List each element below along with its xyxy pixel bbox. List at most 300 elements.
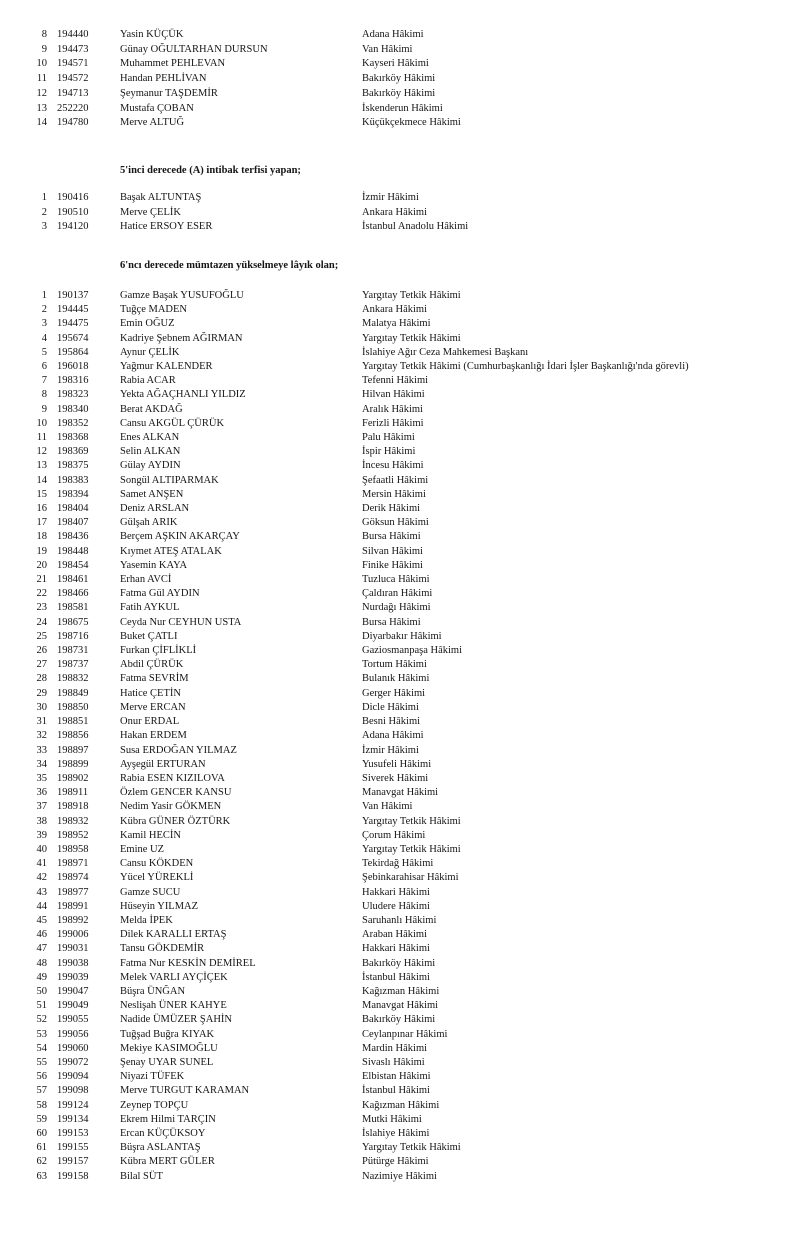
judge-title: Ankara Hâkimi <box>362 206 428 218</box>
table-row <box>0 531 798 545</box>
registry-number: 194445 <box>57 304 89 316</box>
registry-number: 198899 <box>57 758 89 770</box>
judge-name: Kübra GÜNER ÖZTÜRK <box>120 815 231 827</box>
row-number: 34 <box>36 758 47 770</box>
registry-number: 198918 <box>57 801 89 813</box>
row-number: 10 <box>36 417 47 429</box>
judge-title: Ferizli Hâkimi <box>362 417 424 429</box>
registry-number: 199094 <box>57 1071 89 1083</box>
judge-title: Tuzluca Hâkimi <box>362 574 430 586</box>
registry-number: 199060 <box>57 1042 89 1054</box>
registry-number: 196018 <box>57 361 89 373</box>
registry-number: 198436 <box>57 531 89 543</box>
registry-number: 198375 <box>57 460 89 472</box>
registry-number: 198851 <box>57 716 89 728</box>
judge-name: Merve ERCAN <box>120 701 186 713</box>
table-row <box>0 1057 798 1071</box>
table-row <box>0 290 798 304</box>
row-number: 8 <box>41 29 47 40</box>
judge-title: Kağızman Hâkimi <box>362 985 440 997</box>
table-row <box>0 972 798 986</box>
judge-title: Ankara Hâkimi <box>362 304 428 316</box>
registry-number: 199153 <box>57 1127 89 1139</box>
registry-number: 199039 <box>57 971 89 983</box>
row-number: 15 <box>36 488 47 500</box>
row-number: 12 <box>36 446 47 458</box>
row-number: 40 <box>36 843 47 855</box>
judge-name: Ekrem Hilmi TARÇIN <box>120 1113 216 1125</box>
table-row <box>0 318 798 332</box>
judge-name: Enes ALKAN <box>120 432 180 444</box>
judge-name: Melda İPEK <box>120 914 173 926</box>
row-number: 56 <box>36 1071 47 1083</box>
judge-title: Van Hâkimi <box>362 801 413 813</box>
judge-title: Araban Hâkimi <box>362 929 428 941</box>
judge-title: Aralık Hâkimi <box>362 403 423 415</box>
judge-name: Berçem AŞKIN AKARÇAY <box>120 531 240 543</box>
table-row <box>0 546 798 560</box>
judge-name: Fatma Gül AYDIN <box>120 588 200 600</box>
row-number: 11 <box>36 432 47 444</box>
judge-title: İstanbul Hâkimi <box>362 971 430 983</box>
judge-title: Şefaatli Hâkimi <box>362 474 429 486</box>
registry-number: 198581 <box>57 602 89 614</box>
judge-title: Uludere Hâkimi <box>362 900 430 912</box>
judge-title: Nurdağı Hâkimi <box>362 602 431 614</box>
registry-number: 198404 <box>57 503 89 515</box>
registry-number: 198932 <box>57 815 89 827</box>
judge-title: Diyarbakır Hâkimi <box>362 630 442 642</box>
table-row <box>0 858 798 872</box>
registry-number: 199134 <box>57 1113 89 1125</box>
registry-number: 199124 <box>57 1099 89 1111</box>
judge-name: Şenay UYAR SUNEL <box>120 1056 214 1068</box>
row-number: 2 <box>41 206 47 218</box>
row-number: 22 <box>36 588 47 600</box>
judge-title: Pütürge Hâkimi <box>362 1156 429 1168</box>
judge-title: Tekirdağ Hâkimi <box>362 858 434 870</box>
registry-number: 198461 <box>57 574 89 586</box>
table-row <box>0 1114 798 1128</box>
row-number: 49 <box>36 971 47 983</box>
judge-name: Gamze Başak YUSUFOĞLU <box>120 290 244 301</box>
judge-name: Merve TURGUT KARAMAN <box>120 1085 250 1097</box>
judge-name: Özlem GENCER KANSU <box>120 787 232 799</box>
registry-number: 198340 <box>57 403 89 415</box>
judge-name: Emin OĞUZ <box>120 318 175 330</box>
row-number: 7 <box>41 375 47 387</box>
judge-title: Siverek Hâkimi <box>362 772 429 784</box>
table-row <box>0 1100 798 1114</box>
row-number: 14 <box>36 474 47 486</box>
registry-number: 198675 <box>57 616 89 628</box>
judge-name: Onur ERDAL <box>120 716 180 728</box>
row-number: 24 <box>36 616 47 628</box>
row-number: 57 <box>36 1085 47 1097</box>
judge-name: Songül ALTIPARMAK <box>120 474 219 486</box>
judge-name: Tuğşad Buğra KIYAK <box>120 1028 215 1040</box>
judge-name: Yekta AĞAÇHANLI YILDIZ <box>120 389 246 401</box>
registry-number: 198832 <box>57 673 89 685</box>
judge-name: Cansu AKGÜL ÇÜRÜK <box>120 417 225 429</box>
table-row <box>0 418 798 432</box>
registry-number: 199047 <box>57 985 89 997</box>
table-row <box>0 887 798 901</box>
registry-number: 198737 <box>57 659 89 671</box>
table-row <box>0 617 798 631</box>
row-number: 42 <box>36 872 47 884</box>
judge-name: Erhan AVCİ <box>120 574 172 586</box>
judge-title: Yargıtay Tetkik Hâkimi <box>362 843 461 855</box>
judge-name: Kübra MERT GÜLER <box>120 1156 215 1168</box>
judge-title: Finike Hâkimi <box>362 559 423 571</box>
judge-title: Silvan Hâkimi <box>362 545 423 557</box>
table-row <box>0 347 798 361</box>
judge-title: Sivaslı Hâkimi <box>362 1056 425 1068</box>
judge-title: Elbistan Hâkimi <box>362 1071 431 1083</box>
judge-title: Gerger Hâkimi <box>362 687 426 699</box>
registry-number: 198466 <box>57 588 89 600</box>
judge-title: Gaziosmanpaşa Hâkimi <box>362 645 463 657</box>
row-number: 28 <box>36 673 47 685</box>
registry-number: 199155 <box>57 1142 89 1154</box>
row-number: 1 <box>41 290 47 301</box>
row-number: 11 <box>36 73 47 85</box>
judge-name: Tansu GÖKDEMİR <box>120 943 205 955</box>
row-number: 13 <box>36 460 47 472</box>
table-row <box>0 986 798 1000</box>
table-row <box>0 673 798 687</box>
judge-title: Mersin Hâkimi <box>362 488 426 500</box>
table-row <box>0 221 798 236</box>
judge-name: Merve ÇELİK <box>120 206 181 218</box>
row-number: 18 <box>36 531 47 543</box>
judge-title: Yargıtay Tetkik Hâkimi <box>362 1142 461 1154</box>
registry-number: 199055 <box>57 1014 89 1026</box>
row-number: 29 <box>36 687 47 699</box>
judge-name: Fatih AYKUL <box>120 602 180 614</box>
table-row <box>0 816 798 830</box>
registry-number: 199098 <box>57 1085 89 1097</box>
table-row <box>0 574 798 588</box>
row-number: 13 <box>36 102 47 114</box>
judge-title: Hilvan Hâkimi <box>362 389 425 401</box>
judge-title: Çorum Hâkimi <box>362 829 426 841</box>
judge-name: Abdil ÇÜRÜK <box>120 659 184 671</box>
registry-number: 194713 <box>57 87 89 99</box>
registry-number: 199157 <box>57 1156 89 1168</box>
judge-name: Gülşah ARIK <box>120 517 178 529</box>
row-number: 3 <box>41 318 47 330</box>
registry-number: 198407 <box>57 517 89 529</box>
registry-number: 190137 <box>57 290 89 301</box>
row-number: 45 <box>36 914 47 926</box>
row-number: 30 <box>36 701 47 713</box>
row-number: 44 <box>36 900 47 912</box>
row-number: 14 <box>36 117 47 129</box>
table-row <box>0 73 798 88</box>
registry-number: 198952 <box>57 829 89 841</box>
judge-title: Yargıtay Tetkik Hâkimi <box>362 290 461 301</box>
table-row <box>0 943 798 957</box>
registry-number: 198716 <box>57 630 89 642</box>
table-row <box>0 702 798 716</box>
table-row <box>0 432 798 446</box>
judge-name: Samet ANŞEN <box>120 488 184 500</box>
judge-title: İskenderun Hâkimi <box>362 102 443 114</box>
judge-name: Handan PEHLİVAN <box>120 73 207 85</box>
registry-number: 198991 <box>57 900 89 912</box>
judge-title: Derik Hâkimi <box>362 503 421 515</box>
row-number: 4 <box>41 332 47 344</box>
judge-title: Göksun Hâkimi <box>362 517 429 529</box>
judge-title: İstanbul Anadolu Hâkimi <box>362 221 469 233</box>
registry-number: 198971 <box>57 858 89 870</box>
judge-title: Bulanık Hâkimi <box>362 673 430 685</box>
row-number: 36 <box>36 787 47 799</box>
registry-number: 199056 <box>57 1028 89 1040</box>
judge-name: Emine UZ <box>120 843 165 855</box>
judge-name: Rabia ESEN KIZILOVA <box>120 772 225 784</box>
table-row <box>0 361 798 375</box>
judge-name: Başak ALTUNTAŞ <box>120 192 202 203</box>
row-number: 55 <box>36 1056 47 1068</box>
table-row <box>0 958 798 972</box>
registry-number: 198911 <box>57 787 89 799</box>
judge-name: Gülay AYDIN <box>120 460 181 472</box>
judge-title: Van Hâkimi <box>362 43 413 55</box>
registry-number: 199049 <box>57 1000 89 1012</box>
table-row <box>0 389 798 403</box>
judge-name: Nadide ÜMÜZER ŞAHİN <box>120 1014 232 1026</box>
table-row <box>0 1029 798 1043</box>
table-row <box>0 1085 798 1099</box>
judge-title: İstanbul Hâkimi <box>362 1085 430 1097</box>
table-row <box>0 1043 798 1057</box>
judge-title: Malatya Hâkimi <box>362 318 431 330</box>
row-number: 12 <box>36 87 47 99</box>
row-number: 25 <box>36 630 47 642</box>
row-number: 48 <box>36 957 47 969</box>
table-row <box>0 404 798 418</box>
judge-name: Kadriye Şebnem AĞIRMAN <box>120 332 243 344</box>
table-row <box>0 1071 798 1085</box>
judge-title: İncesu Hâkimi <box>362 460 424 472</box>
row-number: 9 <box>41 43 47 55</box>
section-header-6th-degree: 6'ncı derecede mümtazen yükselmeye lâyık olan; <box>120 260 339 271</box>
row-number: 37 <box>36 801 47 813</box>
judge-title: Manavgat Hâkimi <box>362 1000 439 1012</box>
row-number: 46 <box>36 929 47 941</box>
judge-name: Kamil HECİN <box>120 829 181 841</box>
judge-title: Çaldıran Hâkimi <box>362 588 433 600</box>
row-number: 32 <box>36 730 47 742</box>
row-number: 23 <box>36 602 47 614</box>
row-number: 43 <box>36 886 47 898</box>
judge-name: Mekiye KASIMOĞLU <box>120 1042 218 1054</box>
row-number: 31 <box>36 716 47 728</box>
table-row <box>0 517 798 531</box>
registry-number: 252220 <box>57 102 89 114</box>
judge-name: Furkan ÇİFLİKLİ <box>120 645 197 657</box>
registry-number: 194473 <box>57 43 89 55</box>
registry-number: 198974 <box>57 872 89 884</box>
judge-title: Bursa Hâkimi <box>362 531 421 543</box>
registry-number: 198368 <box>57 432 89 444</box>
registry-number: 198731 <box>57 645 89 657</box>
table-row <box>0 801 798 815</box>
judge-name: Fatma Nur KESKİN DEMİREL <box>120 957 256 969</box>
judge-name: Günay OĞULTARHAN DURSUN <box>120 43 268 55</box>
table-row <box>0 659 798 673</box>
judge-title: Manavgat Hâkimi <box>362 787 439 799</box>
table-row <box>0 759 798 773</box>
row-number: 63 <box>36 1170 47 1182</box>
table-row <box>0 489 798 503</box>
judge-title: İspir Hâkimi <box>362 446 416 458</box>
section-header-5th-degree: 5'inci derecede (A) intibak terfisi yapan; <box>120 165 301 176</box>
judge-title: Küçükçekmece Hâkimi <box>362 117 461 129</box>
registry-number: 199031 <box>57 943 89 955</box>
judge-title: İzmir Hâkimi <box>362 192 419 203</box>
row-number: 6 <box>41 361 47 373</box>
judge-name: Aynur ÇELİK <box>120 346 180 358</box>
registry-number: 194475 <box>57 318 89 330</box>
row-number: 60 <box>36 1127 47 1139</box>
judge-name: Büşra ÜNĞAN <box>120 985 186 997</box>
judge-title: Besni Hâkimi <box>362 716 421 728</box>
registry-number: 199006 <box>57 929 89 941</box>
registry-number: 194440 <box>57 29 89 40</box>
judge-title: Nazimiye Hâkimi <box>362 1170 437 1182</box>
table-row <box>0 1128 798 1142</box>
registry-number: 198958 <box>57 843 89 855</box>
judge-name: Nedim Yasir GÖKMEN <box>120 801 222 813</box>
registry-number: 199038 <box>57 957 89 969</box>
registry-number: 198369 <box>57 446 89 458</box>
row-number: 35 <box>36 772 47 784</box>
judge-name: Zeynep TOPÇU <box>120 1099 189 1111</box>
judge-name: Gamze SUCU <box>120 886 181 898</box>
registry-number: 199072 <box>57 1056 89 1068</box>
row-number: 39 <box>36 829 47 841</box>
judge-name: Merve ALTUĞ <box>120 117 185 129</box>
judge-title: Bakırköy Hâkimi <box>362 73 436 85</box>
table-row <box>0 1014 798 1028</box>
table-row <box>0 460 798 474</box>
row-number: 1 <box>41 192 47 203</box>
judge-name: Berat AKDAĞ <box>120 403 183 415</box>
judge-name: Dilek KARALLI ERTAŞ <box>120 929 227 941</box>
table-row <box>0 645 798 659</box>
registry-number: 198992 <box>57 914 89 926</box>
judge-name: Deniz ARSLAN <box>120 503 190 515</box>
judge-title: Tortum Hâkimi <box>362 659 427 671</box>
row-number: 52 <box>36 1014 47 1026</box>
judge-name: Fatma SEVRİM <box>120 673 189 685</box>
judge-name: Buket ÇATLI <box>120 630 178 642</box>
row-number: 2 <box>41 304 47 316</box>
judge-name: Büşra ASLANTAŞ <box>120 1142 201 1154</box>
judge-name: Ayşegül ERTURAN <box>120 758 206 770</box>
row-number: 47 <box>36 943 47 955</box>
table-row <box>0 117 798 132</box>
row-number: 20 <box>36 559 47 571</box>
judge-name: Şeymanur TAŞDEMİR <box>120 87 218 99</box>
row-number: 62 <box>36 1156 47 1168</box>
table-row <box>0 830 798 844</box>
judge-name: Muhammet PEHLEVAN <box>120 58 226 70</box>
judge-name: Hüseyin YILMAZ <box>120 900 199 912</box>
table-row <box>0 44 798 59</box>
judge-name: Cansu KÖKDEN <box>120 858 194 870</box>
judge-title: Adana Hâkimi <box>362 29 424 40</box>
judge-title: Şebinkarahisar Hâkimi <box>362 872 459 884</box>
table-row <box>0 1171 798 1185</box>
registry-number: 194120 <box>57 221 89 233</box>
table-row <box>0 192 798 207</box>
registry-number: 198316 <box>57 375 89 387</box>
judge-title: Tefenni Hâkimi <box>362 375 429 387</box>
row-number: 33 <box>36 744 47 756</box>
judge-title: İzmir Hâkimi <box>362 744 419 756</box>
row-number: 19 <box>36 545 47 557</box>
table-row <box>0 588 798 602</box>
row-number: 10 <box>36 58 47 70</box>
judge-title: Bakırköy Hâkimi <box>362 957 436 969</box>
judge-name: Yağmur KALENDER <box>120 361 213 373</box>
row-number: 8 <box>41 389 47 401</box>
judge-title: Yargıtay Tetkik Hâkimi <box>362 332 461 344</box>
table-row <box>0 304 798 318</box>
table-row <box>0 446 798 460</box>
judge-title: Palu Hâkimi <box>362 432 415 444</box>
table-row <box>0 602 798 616</box>
registry-number: 198849 <box>57 687 89 699</box>
judge-name: Yasin KÜÇÜK <box>120 29 184 40</box>
section-continuation-rows <box>0 29 798 132</box>
table-row <box>0 844 798 858</box>
judge-name: Hatice ÇETİN <box>120 687 181 699</box>
row-number: 16 <box>36 503 47 515</box>
table-row <box>0 29 798 44</box>
judge-title: İslahiye Hâkimi <box>362 1127 430 1139</box>
table-row <box>0 901 798 915</box>
judge-title: Yusufeli Hâkimi <box>362 758 432 770</box>
row-number: 58 <box>36 1099 47 1111</box>
row-number: 26 <box>36 645 47 657</box>
judge-name: Yasemin KAYA <box>120 559 188 571</box>
judge-name: Yücel YÜREKLİ <box>120 872 194 884</box>
judge-name: Mustafa ÇOBAN <box>120 102 194 114</box>
judge-title: Ceylanpınar Hâkimi <box>362 1028 448 1040</box>
table-row <box>0 88 798 103</box>
judge-title: Kayseri Hâkimi <box>362 58 429 70</box>
judge-name: Ceyda Nur CEYHUN USTA <box>120 616 242 628</box>
table-row <box>0 1000 798 1014</box>
table-row <box>0 787 798 801</box>
table-row <box>0 915 798 929</box>
table-row <box>0 929 798 943</box>
registry-number: 198323 <box>57 389 89 401</box>
judge-title: Mutki Hâkimi <box>362 1113 422 1125</box>
judge-name: Hakan ERDEM <box>120 730 187 742</box>
judge-name: Rabia ACAR <box>120 375 176 387</box>
registry-number: 190416 <box>57 192 89 203</box>
registry-number: 194780 <box>57 117 89 129</box>
row-number: 59 <box>36 1113 47 1125</box>
judge-title: Kağızman Hâkimi <box>362 1099 440 1111</box>
